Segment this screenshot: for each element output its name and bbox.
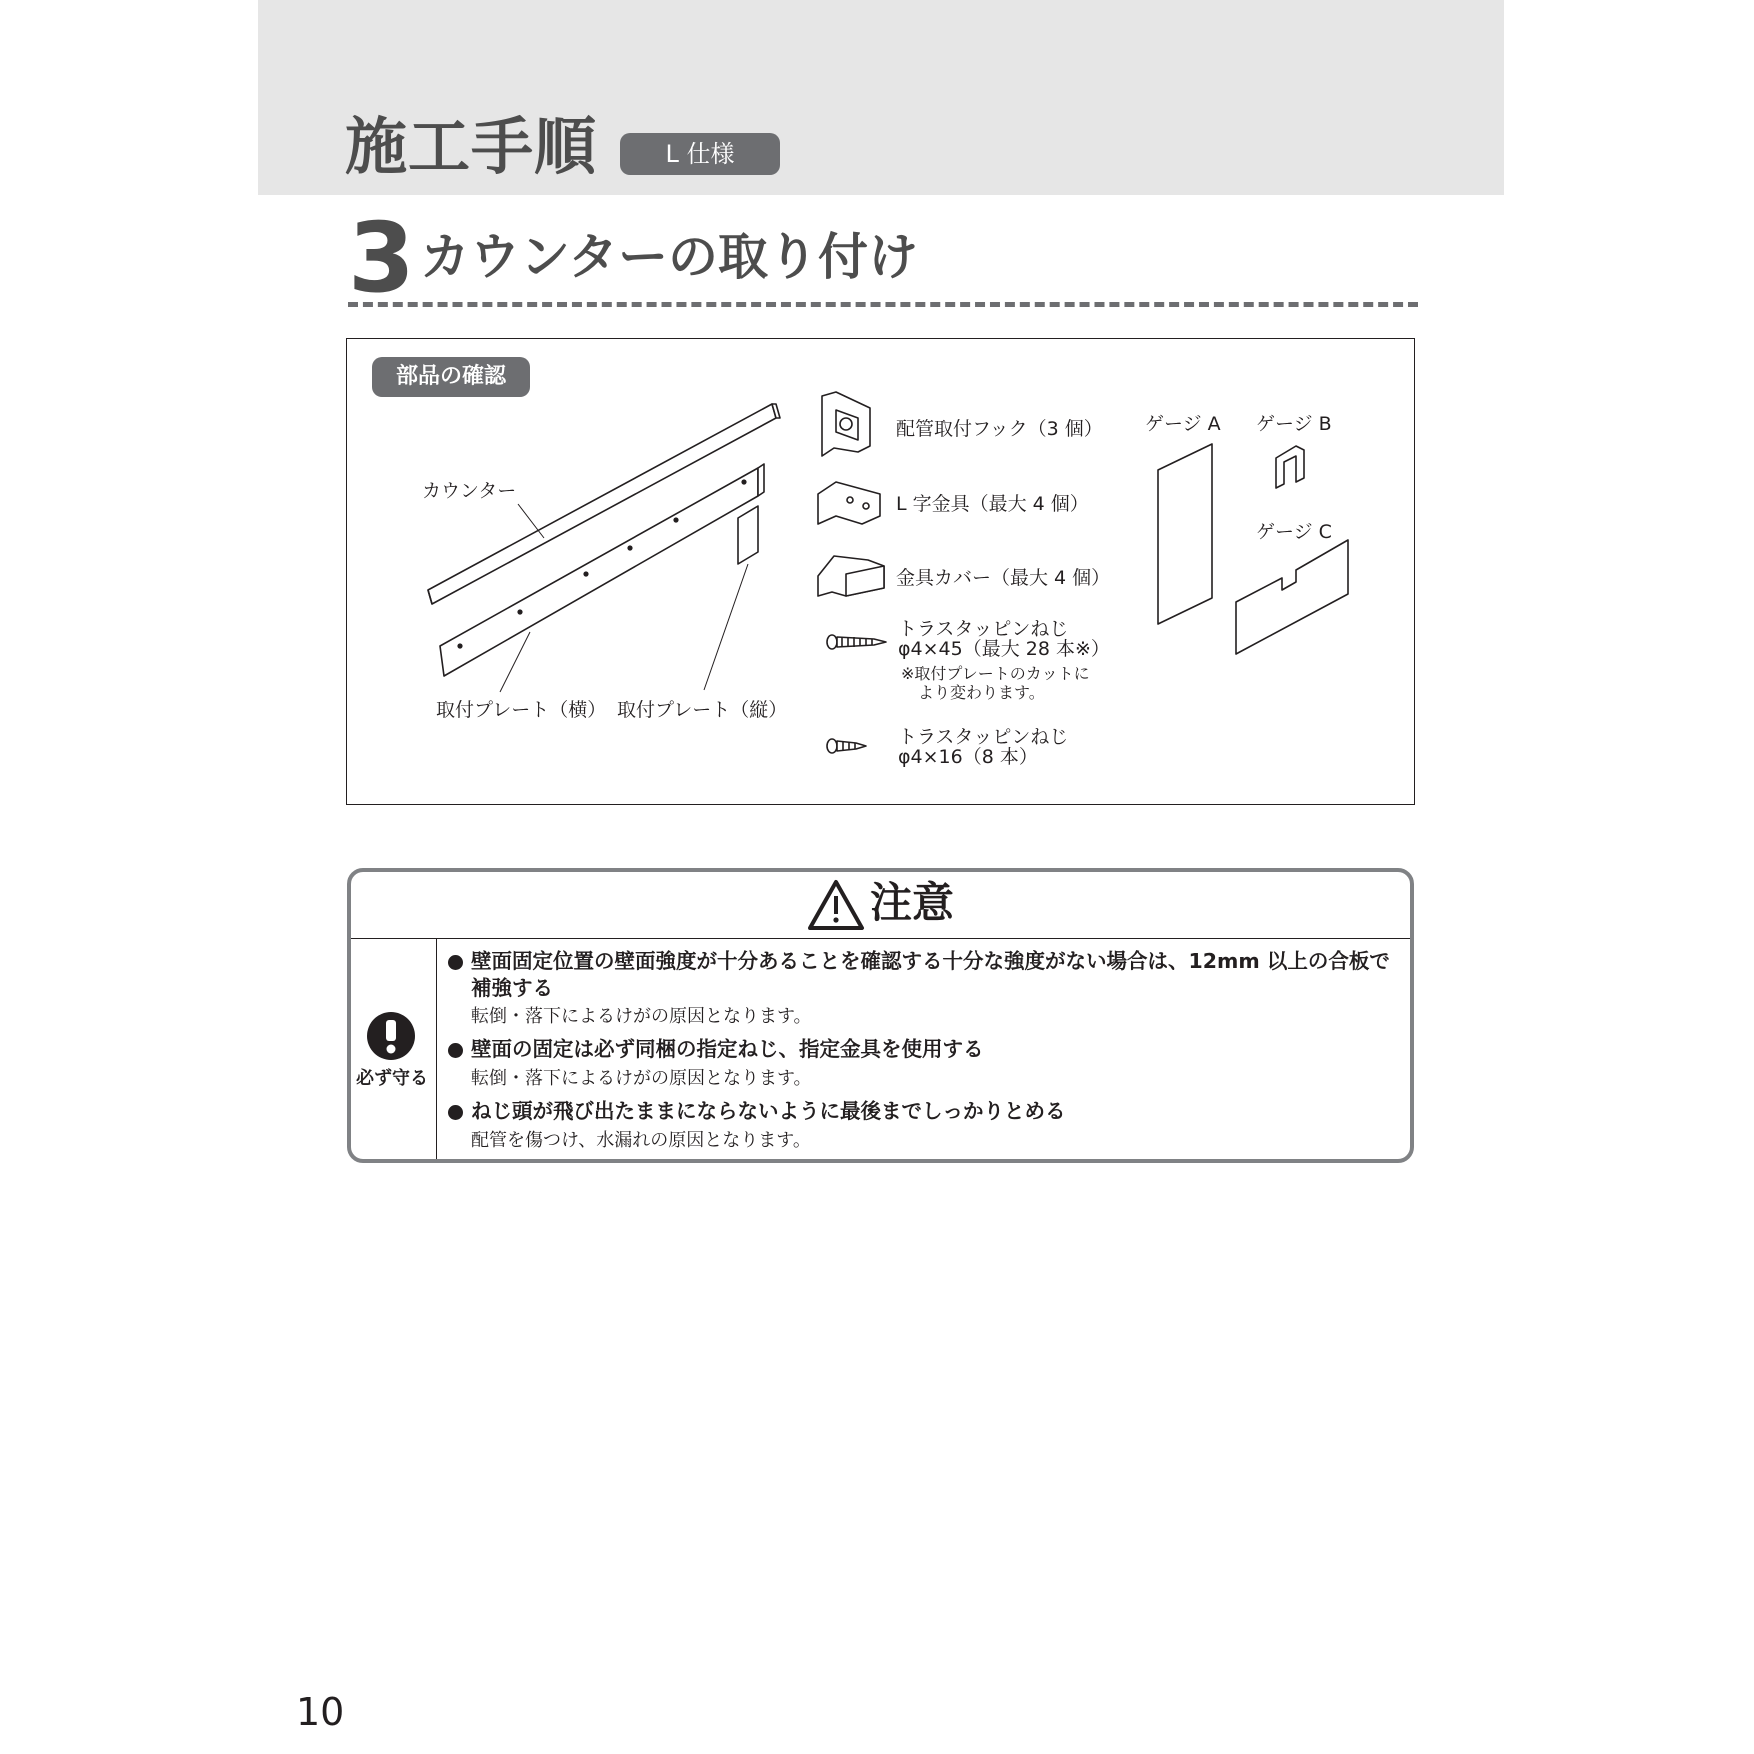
label-screw-long-name: トラスタッピンねじ: [898, 618, 1069, 640]
caution-item-2-text: 壁面の固定は必ず同梱の指定ねじ、指定金具を使用する: [471, 1037, 984, 1061]
label-plate-horizontal: 取付プレート（横）: [436, 699, 607, 721]
page-number: 10: [296, 1690, 345, 1734]
must-follow-label: 必ず守る: [356, 1068, 428, 1089]
label-screw-long-note-2: より変わります。: [918, 683, 1045, 702]
page-title: 施工手順: [345, 110, 598, 183]
mandatory-exclamation-icon: [367, 1012, 415, 1060]
caution-item-1-text: 壁面固定位置の壁面強度が十分あることを確認する十分な強度がない場合は、12mm 以上の合板で補強する: [471, 949, 1390, 1000]
label-bracket-cover: 金具カバー（最大 4 個）: [896, 567, 1111, 589]
label-counter: カウンター: [422, 480, 517, 502]
label-plate-vertical: 取付プレート（縦）: [617, 699, 788, 721]
spec-badge: L 仕様: [620, 133, 780, 175]
bullet-icon: [448, 1043, 463, 1058]
label-screw-short-name: トラスタッピンねじ: [898, 726, 1069, 748]
caution-item-3-text: ねじ頭が飛び出たままにならないように最後までしっかりとめる: [471, 1099, 1066, 1123]
warning-triangle-icon: [810, 882, 862, 928]
label-screw-long-spec: φ4×45（最大 28 本※）: [898, 638, 1110, 660]
step-number: 3: [348, 202, 415, 314]
label-gauge-c: ゲージ C: [1256, 521, 1332, 543]
parts-check-heading: 部品の確認: [372, 357, 530, 397]
caution-item-2-note: 転倒・落下によるけがの原因となります。: [471, 1068, 812, 1089]
caution-title: 注意: [870, 878, 955, 927]
label-screw-short-spec: φ4×16（8 本）: [898, 746, 1038, 768]
label-pipe-hook: 配管取付フック（3 個）: [896, 418, 1103, 440]
label-gauge-a: ゲージ A: [1145, 413, 1221, 435]
caution-item-1-note: 転倒・落下によるけがの原因となります。: [471, 1006, 812, 1027]
bullet-icon: [448, 955, 463, 970]
bullet-icon: [448, 1105, 463, 1120]
label-gauge-b: ゲージ B: [1256, 413, 1332, 435]
label-screw-long-note-1: ※取付プレートのカットに: [901, 664, 1090, 683]
caution-item-3-note: 配管を傷つけ、水漏れの原因となります。: [471, 1130, 811, 1151]
label-l-bracket: L 字金具（最大 4 個）: [896, 493, 1089, 515]
step-title: カウンターの取り付け: [420, 228, 918, 286]
